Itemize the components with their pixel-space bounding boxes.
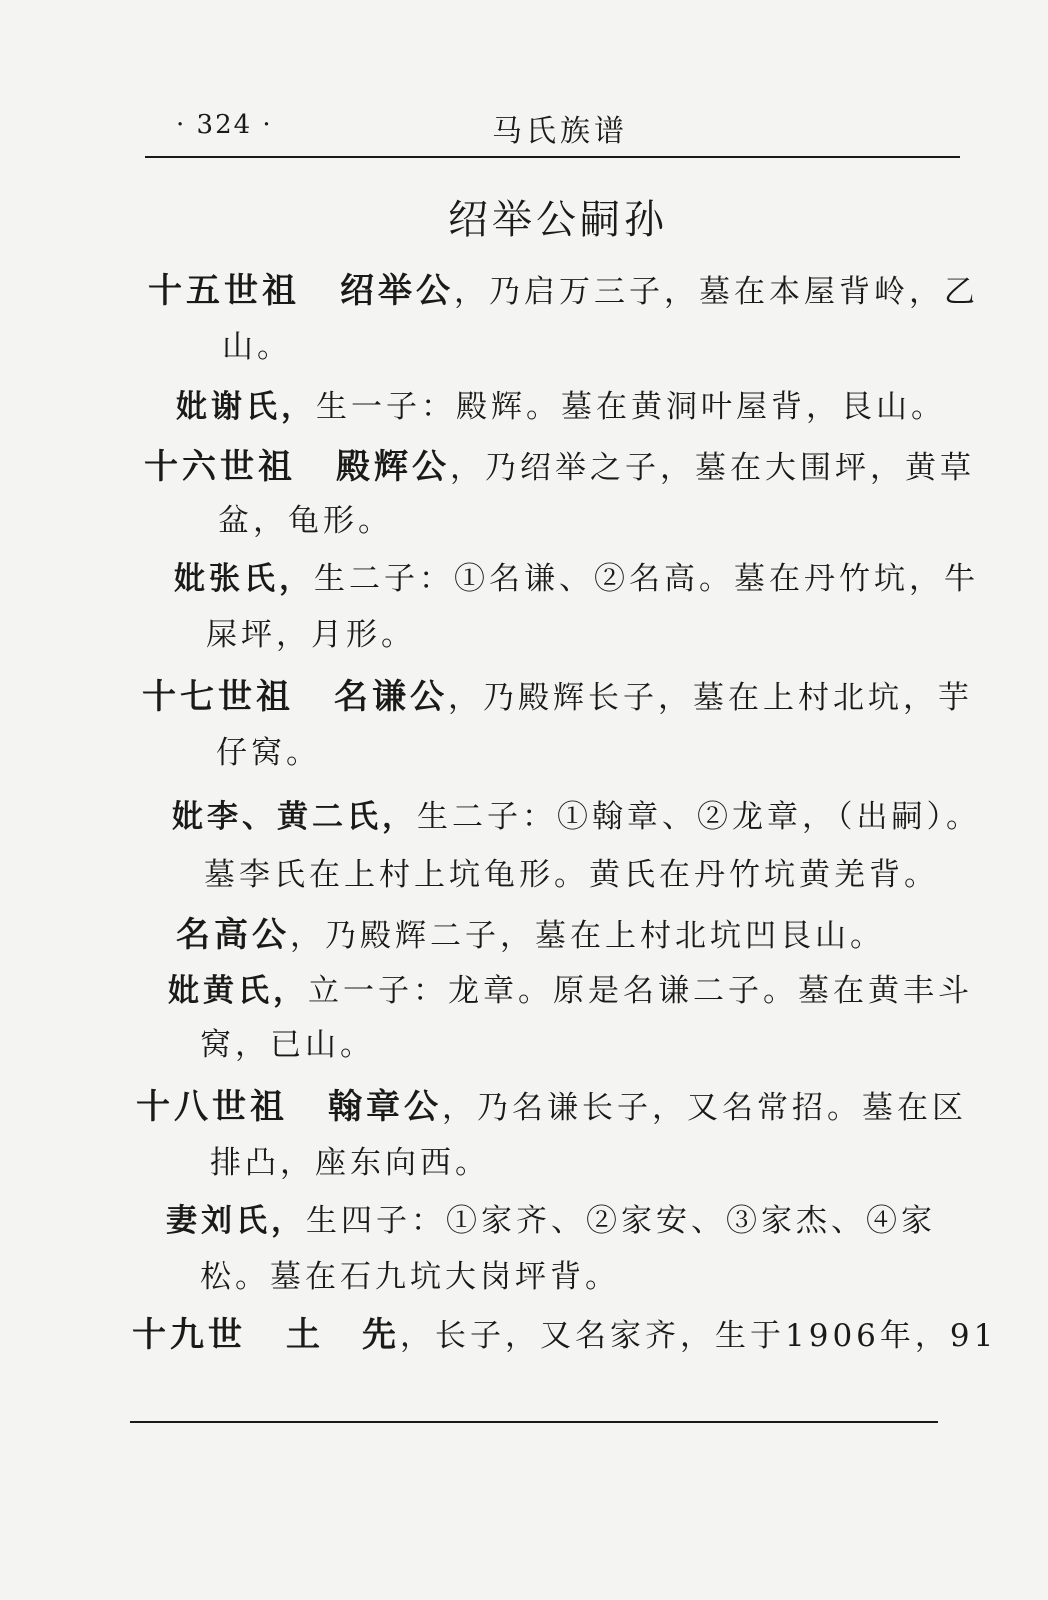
entry-text: 立一子：龙章。原是名谦二子。墓在黄丰斗 <box>308 973 973 1009</box>
entry-text: ，乃殿辉长子，墓在上村北坑，芋 <box>448 680 973 716</box>
entry-19-line-1 <box>132 1315 998 1355</box>
wife-name: 妣谢氏， <box>176 389 316 425</box>
entry-text: 生四子：①家齐、②家安、③家杰、④家 <box>306 1203 936 1239</box>
wife-17b-line-2: 窝，已山。 <box>200 1027 375 1063</box>
entry-16-line-2: 盆，龟形。 <box>218 503 393 539</box>
generation-label: 十七世祖 <box>142 677 294 717</box>
entry-text: ，乃绍举之子，墓在大围坪，黄草 <box>450 450 975 486</box>
entry-15-line-2: 山。 <box>222 329 292 365</box>
entry-text: 生二子：①名谦、②名高。墓在丹竹坑，牛 <box>314 561 979 597</box>
wife-name: 妣李、黄二氏， <box>172 799 417 835</box>
wife-17-line-1 <box>172 799 981 835</box>
entry-text: ，乃名谦长子，又名常招。墓在区 <box>442 1090 967 1126</box>
ancestor-name: 名高公 <box>176 915 290 955</box>
entry-15-line-1 <box>148 271 979 311</box>
entry-text: 生一子：殿辉。墓在黄洞叶屋背，艮山。 <box>316 389 946 425</box>
header-rule <box>145 156 960 158</box>
generation-label: 十八世祖 <box>136 1087 288 1127</box>
footer-rule <box>130 1421 938 1423</box>
wife-17b-line-1 <box>168 973 973 1009</box>
entry-17b-line-1 <box>176 915 885 955</box>
wife-16-line-2: 屎坪，月形。 <box>206 617 416 653</box>
entry-17-line-2: 仔窝。 <box>216 735 321 771</box>
entry-16-line-1 <box>144 447 975 487</box>
wife-name: 妻刘氏， <box>166 1203 306 1239</box>
entry-text: ，乃殿辉二子，墓在上村北坑凹艮山。 <box>290 918 885 954</box>
wife-17-line-2: 墓李氏在上村上坑龟形。黄氏在丹竹坑黄羌背。 <box>204 857 939 893</box>
entry-17-line-1 <box>142 677 973 717</box>
entry-18-line-1 <box>136 1087 967 1127</box>
wife-name: 妣黄氏， <box>168 973 308 1009</box>
wife-16-line-1 <box>174 561 979 597</box>
wife-15-line-1 <box>176 389 946 425</box>
entry-text: ，长子，又名家齐，生于1906年，91 <box>400 1318 998 1354</box>
ancestor-name: 殿辉公 <box>336 447 450 487</box>
entry-text: 生二子：①翰章、②龙章，（出嗣）。 <box>417 799 981 835</box>
ancestor-name: 绍举公 <box>340 271 454 311</box>
wife-name: 妣张氏， <box>174 561 314 597</box>
ancestor-name: 名谦公 <box>334 677 448 717</box>
wife-18-line-1 <box>166 1203 936 1239</box>
section-title: 绍举公嗣孙 <box>448 197 668 243</box>
entry-18-line-2: 排凸，座东向西。 <box>210 1145 490 1181</box>
page-number: · 324 · <box>176 110 273 140</box>
generation-label: 十六世祖 <box>144 447 296 487</box>
generation-label: 十九世 <box>132 1315 246 1355</box>
ancestor-name: 土 先 <box>286 1315 400 1355</box>
ancestor-name: 翰章公 <box>328 1087 442 1127</box>
running-title: 马氏族谱 <box>492 114 628 149</box>
entry-text: ，乃启万三子，墓在本屋背岭，乙 <box>454 274 979 310</box>
generation-label: 十五世祖 <box>148 271 300 311</box>
wife-18-line-2: 松。墓在石九坑大岗坪背。 <box>200 1259 620 1295</box>
